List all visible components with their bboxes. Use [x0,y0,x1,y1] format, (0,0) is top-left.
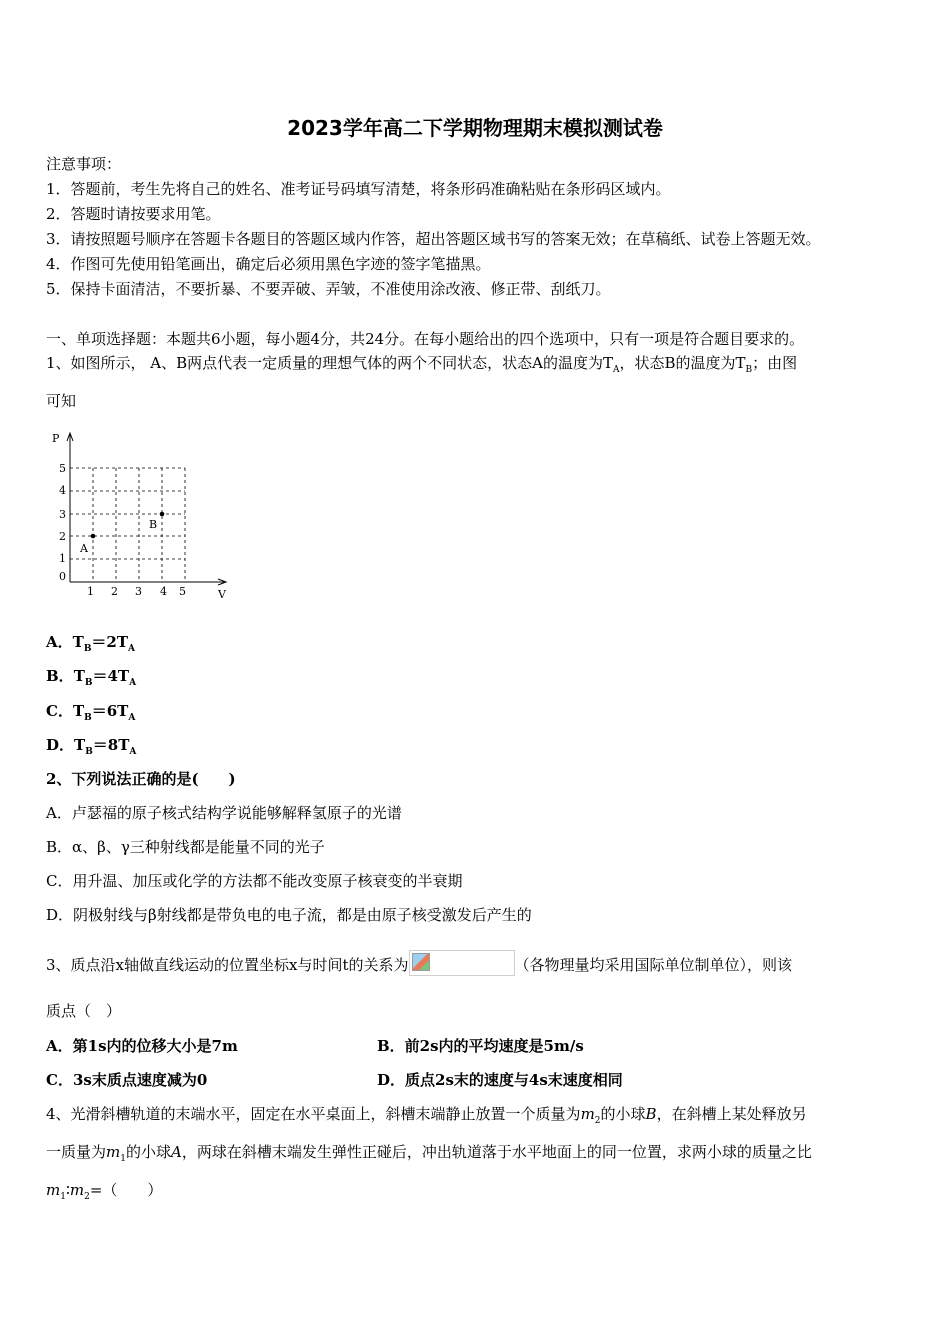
q2-option-b[interactable]: B．α、β、γ三种射线都是能量不同的光子 [46,838,325,856]
point-a-label: A [80,542,88,555]
q1-option-c[interactable]: C．$T_B=6T_A$ [46,702,136,723]
y-tick-0: 0 [59,570,66,583]
q1-option-b[interactable]: B．$T_B=4T_A$ [46,667,137,688]
x-tick-4: 4 [160,585,167,598]
q2-stem: 2、下列说法正确的是( ) [46,770,236,788]
grid-lines [70,468,185,582]
notice-item-2: 2．答题时请按要求用笔。 [46,205,221,223]
x-axis-label: V [218,588,226,601]
x-tick-1: 1 [87,585,94,598]
section-heading: 一、单项选择题：本题共6小题，每小题4分，共24分。在每小题给出的四个选项中，只有一项是符合题目要求的。 [46,330,805,348]
q1-stem: 1、如图所示， A、B两点代表一定质量的理想气体的两个不同状态，状态A的温度为$T_A$，状态B的温度为$T_B$；由图 [46,354,798,375]
q3-stem-line2: 质点（ ） [46,1002,122,1020]
q2-option-d[interactable]: D．阴极射线与β射线都是带负电的电子流，都是由原子核受激发后产生的 [46,906,532,924]
y-tick-5: 5 [59,462,66,475]
point-a [91,534,96,539]
notice-item-4: 4．作图可先使用铅笔画出，确定后必须用黑色字迹的签字笔描黑。 [46,255,491,273]
q1-option-a[interactable]: A．$T_B=2T_A$ [46,633,136,654]
x-tick-5: 5 [179,585,186,598]
q4-line2: 一质量为$m_1$的小球A，两球在斜槽末端发生弹性正碰后，冲出轨道落于水平地面上的同一位置，求两小球的质量之比 [46,1143,812,1164]
q3-stem: 3、质点沿x轴做直线运动的位置坐标x与时间t的关系为 （各物理量均采用国际单位制单位），则该 [46,950,792,976]
notice-item-5: 5．保持卡面清洁，不要折暴、不要弄破、弄皱，不准使用涂改液、修正带、刮纸刀。 [46,280,611,298]
x-tick-3: 3 [135,585,142,598]
q2-option-c[interactable]: C．用升温、加压或化学的方法都不能改变原子核衰变的半衰期 [46,872,463,890]
point-b [160,512,165,517]
page-title: 2023学年高二下学期物理期末模拟测试卷 [287,116,663,140]
notice-item-3: 3．请按照题号顺序在答题卡各题目的答题区域内作答，超出答题区域书写的答案无效；在草稿纸、试卷上答题无效。 [46,230,821,248]
broken-image-icon [412,953,430,971]
y-tick-4: 4 [59,484,66,497]
formula-image [409,950,515,976]
point-b-label: B [149,518,158,531]
q3-option-d[interactable]: D．质点2s末的速度与4s末速度相同 [377,1071,623,1089]
y-tick-3: 3 [59,508,66,521]
q1-option-d[interactable]: D．$T_B=8T_A$ [46,736,137,757]
q3-option-a[interactable]: A．第1s内的位移大小是7m [46,1037,238,1055]
q4-line3: $m_1∶m_2=$（ ） [46,1181,163,1202]
pv-graph [44,425,234,605]
x-tick-2: 2 [111,585,118,598]
y-axis-label: P [52,432,60,445]
notice-item-1: 1．答题前，考生先将自己的姓名、准考证号码填写清楚，将条形码准确粘贴在条形码区域内。 [46,180,671,198]
y-tick-2: 2 [59,530,66,543]
q3-option-c[interactable]: C．3s末质点速度减为0 [46,1071,208,1089]
q3-option-b[interactable]: B．前2s内的平均速度是5m/s [377,1037,584,1055]
q1-stem-line2: 可知 [46,392,77,410]
q4-line1: 4、光滑斜槽轨道的末端水平，固定在水平桌面上，斜槽末端静止放置一个质量为$m_2$的小球B，在斜槽上某处释放另 [46,1105,807,1126]
notice-heading: 注意事项： [46,155,122,173]
q2-option-a[interactable]: A．卢瑟福的原子核式结构学说能够解释氢原子的光谱 [46,804,402,822]
y-tick-1: 1 [59,552,66,565]
